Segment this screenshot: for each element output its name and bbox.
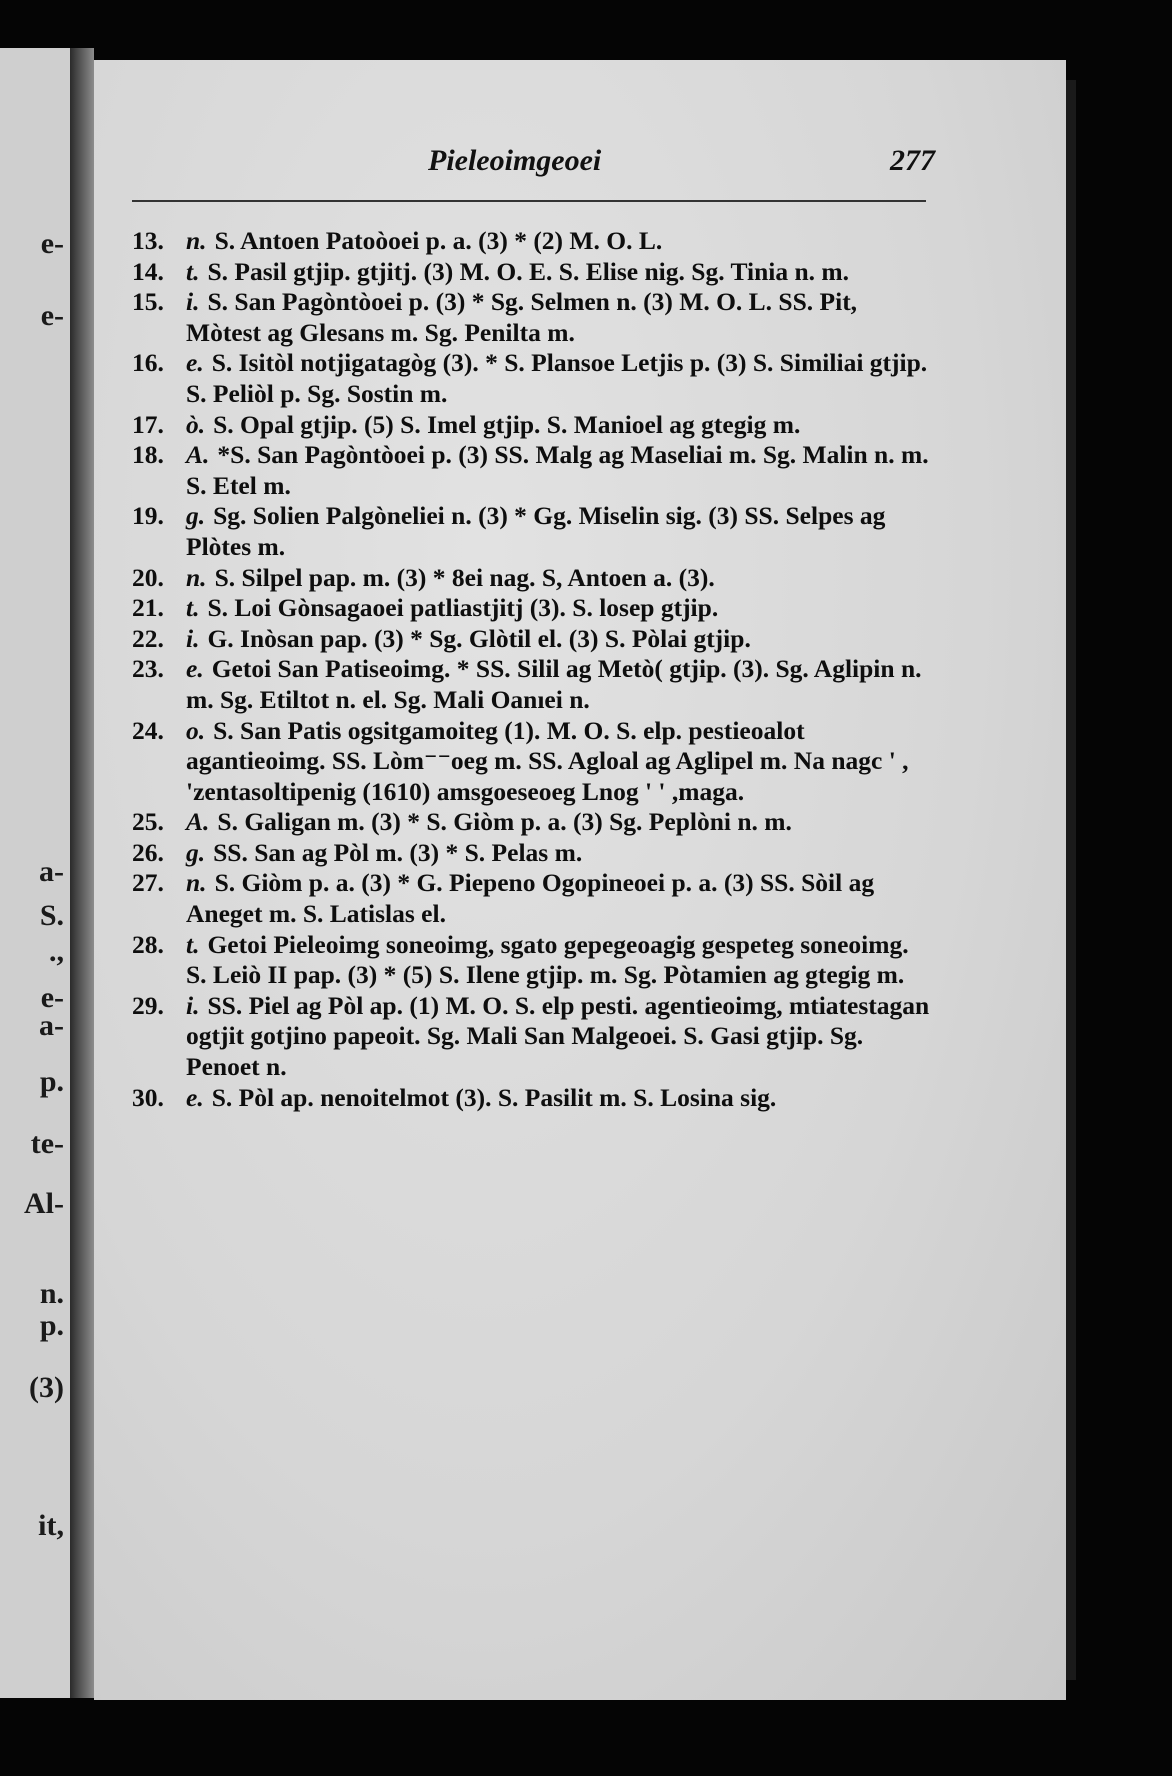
margin-fragment: it, — [38, 1509, 64, 1542]
header-rule — [132, 200, 926, 202]
entry-text: S. San Patis ogsitgamoiteg (1). M. O. S. elp. pestieoalot agantieoimg. SS. Lòm⁻⁻oeg m. SS. Agloal ag Aglipel m. Na nagc ' , 'zentasoltipenig (1610) amsgoeseoeg Lnog ' ' ,maga. — [186, 715, 909, 806]
entry-day-letter: e. — [186, 1082, 204, 1112]
entry-text: Getoi Pieleoimg soneoimg, sgato gepegeoagig gespeteg soneoimg. S. Leiò II pap. (3) * (5) S. Ilene gtjip. m. Sg. Pòtamien ag gtegig m. — [186, 929, 909, 990]
entry-number: 24. — [132, 715, 164, 745]
entry-number: 19. — [132, 501, 164, 531]
entry-day-letter: o. — [186, 715, 206, 745]
page-header — [94, 144, 1066, 194]
entry-text: S. Opal gtjip. (5) S. Imel gtjip. S. Manioel ag gtegig m. — [213, 409, 801, 439]
calendar-entry — [132, 654, 932, 715]
entry-number: 15. — [132, 287, 164, 317]
calendar-entry — [132, 868, 932, 929]
entry-text: SS. Piel ag Pòl ap. (1) M. O. S. elp pesti. agentieoimg, mtiatestagan ogtjit gotjino papeoit. Sg. Mali San Malgeoei. S. Gasi gtjip. Sg. Penoet n. — [186, 990, 930, 1082]
entry-number: 25. — [132, 807, 164, 837]
entry-number: 22. — [132, 623, 164, 653]
entry-day-letter: g. — [186, 837, 206, 867]
entry-day-letter: i. — [186, 990, 200, 1020]
entry-number: 30. — [132, 1082, 164, 1112]
entry-day-letter: g. — [186, 501, 206, 531]
entry-day-letter: t. — [186, 929, 200, 959]
calendar-entry — [132, 410, 932, 441]
entry-text: S. Loi Gònsagaoei patliastjitj (3). S. losep gtjip. — [207, 593, 719, 623]
margin-fragment: p. — [39, 1065, 64, 1098]
margin-fragment: n. — [39, 1277, 64, 1310]
page-number: 277 — [890, 144, 935, 177]
calendar-entry — [132, 807, 932, 838]
margin-fragment: ., — [49, 935, 64, 968]
entry-day-letter: ò. — [186, 409, 206, 439]
entry-text: SS. San ag Pòl m. (3) * S. Pelas m. — [213, 837, 583, 867]
entry-text: *S. San Pagòntòoei p. (3) SS. Malg ag Maseliai m. Sg. Malin n. m. S. Etel m. — [186, 440, 929, 500]
entry-day-letter: t. — [186, 256, 200, 286]
book-gutter — [70, 48, 94, 1698]
calendar-entry — [132, 838, 932, 869]
entry-day-letter: e. — [186, 348, 204, 378]
entry-day-letter: n. — [186, 226, 207, 255]
entry-number: 27. — [132, 868, 164, 898]
entry-number: 21. — [132, 593, 164, 623]
margin-fragment: a- — [39, 855, 64, 888]
entry-number: 20. — [132, 562, 164, 592]
margin-fragment: e- — [40, 299, 64, 332]
calendar-entry — [132, 563, 932, 594]
entry-day-letter: e. — [186, 654, 204, 684]
entry-text: S. Galigan m. (3) * S. Giòm p. a. (3) Sg. Peplòni n. m. — [217, 807, 792, 837]
calendar-entries — [132, 226, 932, 1113]
entry-text: Sg. Solien Palgòneliei n. (3) * Gg. Miselin sig. (3) SS. Selpes ag Plòtes m. — [186, 501, 886, 561]
margin-fragment: e- — [40, 981, 64, 1014]
entry-text: S. Silpel pap. m. (3) * 8ei nag. S, Antoen a. (3). — [214, 562, 715, 592]
margin-fragment: p. — [39, 1309, 64, 1342]
entry-number: 17. — [132, 409, 164, 439]
adjacent-page-fragment — [0, 48, 70, 1698]
margin-fragment: (3) — [29, 1371, 64, 1404]
margin-fragment: Al- — [24, 1187, 64, 1220]
entry-text: G. Inòsan pap. (3) * Sg. Glòtil el. (3) S. Pòlai gtjip. — [207, 623, 751, 653]
entry-text: S. Pòl ap. nenoitelmot (3). S. Pasilit m. S. Losina sig. — [211, 1082, 777, 1112]
entry-number: 13. — [132, 226, 164, 255]
calendar-entry — [132, 991, 932, 1083]
entry-number: 28. — [132, 929, 164, 959]
book-page — [94, 60, 1066, 1700]
entry-day-letter: A. — [186, 807, 210, 837]
entry-day-letter: n. — [186, 562, 207, 592]
page-edge-shadow — [1066, 80, 1076, 1680]
entry-number: 16. — [132, 348, 164, 378]
entry-text: S. Pasil gtjip. gtjitj. (3) M. O. E. S. Elise nig. Sg. Tinia n. m. — [207, 256, 850, 286]
entry-day-letter: i. — [186, 287, 200, 317]
calendar-entry — [132, 930, 932, 991]
margin-fragment: a- — [39, 1009, 64, 1042]
entry-text: S. Giòm p. a. (3) * G. Piepeno Ogopineoei p. a. (3) SS. Sòil ag Aneget m. S. Latislas el. — [186, 868, 875, 929]
entry-day-letter: t. — [186, 593, 200, 623]
calendar-entry — [132, 287, 932, 348]
entry-number: 26. — [132, 837, 164, 867]
entry-number: 18. — [132, 440, 164, 470]
calendar-entry — [132, 624, 932, 655]
margin-fragment: e- — [40, 227, 64, 260]
entry-text: S. Isitòl notjigatagòg (3). * S. Plansoe Letjis p. (3) S. Similiai gtjip. S. Peliòl p. Sg. Sostin m. — [186, 348, 928, 408]
margin-fragment: te- — [30, 1127, 64, 1160]
entry-day-letter: A. — [186, 440, 210, 470]
margin-fragment: S. — [39, 899, 64, 932]
calendar-entry — [132, 348, 932, 409]
entry-number: 23. — [132, 654, 164, 684]
entry-number: 29. — [132, 990, 164, 1020]
calendar-entry — [132, 501, 932, 562]
entry-number: 14. — [132, 256, 164, 286]
calendar-entry — [132, 716, 932, 808]
entry-text: S. Antoen Patoòoei p. a. (3) * (2) M. O. L. — [214, 226, 663, 255]
calendar-entry — [132, 440, 932, 501]
entry-day-letter: n. — [186, 868, 207, 898]
calendar-entry — [132, 1083, 932, 1114]
calendar-entry — [132, 226, 932, 257]
calendar-entry — [132, 593, 932, 624]
calendar-entry — [132, 257, 932, 288]
entry-day-letter: i. — [186, 623, 200, 653]
entry-text: S. San Pagòntòoei p. (3) * Sg. Selmen n. (3) M. O. L. SS. Pit, Mòtest ag Glesans m. Sg. Penilta m. — [186, 287, 858, 347]
running-title: Pieleoimgeoei — [428, 144, 602, 177]
entry-text: Getoi San Patiseoimg. * SS. Silil ag Metò( gtjip. (3). Sg. Aglipin n. m. Sg. Etiltot n. el. Sg. Mali Oanıei n. — [186, 654, 922, 714]
